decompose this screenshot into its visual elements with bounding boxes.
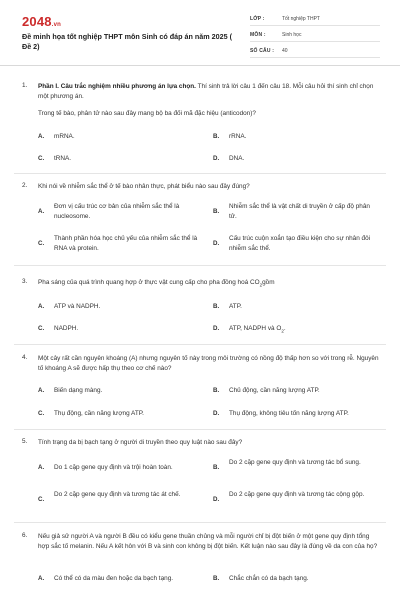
option-letter: B. (213, 133, 220, 140)
option-text: Chủ động, cần năng lượng ATP. (229, 387, 320, 394)
option-b[interactable] (213, 202, 383, 222)
option-letter: D. (213, 496, 220, 503)
option-d[interactable] (213, 409, 383, 419)
option-letter: A. (38, 464, 45, 471)
option-b[interactable] (213, 386, 383, 396)
option-text: Đơn vị cấu trúc cơ bản của nhiễm sắc thể là nucleosome. (54, 203, 180, 220)
option-letter: B. (213, 303, 220, 310)
exam-header (0, 0, 400, 66)
option-letter: C. (38, 325, 45, 332)
section-instructions: Thí sinh trả lời câu 1 đến câu 18. Mỗi câu hỏi thí sinh chỉ chọn một phương án. (38, 83, 374, 100)
exam-meta (250, 13, 380, 61)
option-text: Cấu trúc cuộn xoắn tạo điều kiện cho sự nhân đôi nhiễm sắc thể. (229, 235, 371, 252)
option-text: mRNA. (54, 133, 75, 140)
option-text: Biến dạng màng. (54, 387, 103, 394)
option-b[interactable] (213, 574, 383, 584)
option-letter: B. (213, 387, 220, 394)
question-number: 3. (22, 278, 28, 285)
site-logo[interactable] (22, 14, 61, 29)
option-letter: D. (213, 155, 220, 162)
option-text: Thụ động, không tiêu tốn năng lượng ATP. (229, 410, 349, 417)
option-text: ATP và NADPH. (54, 303, 101, 310)
meta-row-class (250, 13, 380, 26)
logo-suffix: .vn (51, 22, 62, 28)
question-text (38, 278, 380, 290)
option-a[interactable] (38, 386, 208, 396)
question-text: Nếu giả sử người A và người B đều có kiểu gene thuần chủng và mỗi người chỉ bị đột biến ở một gene quy định tổng hợp sắc tố melanin. Nếu A kết hôn với B và sinh con không bị đột biến. Kết luận nào sau đây là đúng về da con của họ? (38, 533, 378, 550)
option-text: Chắc chắn có da bạch tạng. (229, 575, 309, 582)
option-letter: C. (38, 410, 45, 417)
meta-row-count (250, 45, 380, 58)
option-c[interactable] (38, 154, 208, 164)
exam-title: Đề minh họa tốt nghiệp THPT môn Sinh có đáp án năm 2025 ( Đề 2) (22, 32, 233, 51)
meta-key: SỐ CÂU : (250, 48, 275, 54)
option-text: Do 2 cặp gene quy định và tương tác át chế. (54, 491, 181, 498)
question-number: 5. (22, 438, 28, 445)
option-text: DNA. (229, 155, 245, 162)
option-text: Do 2 cặp gene quy định và tương tác cộng gộp. (229, 491, 365, 498)
meta-key: MÔN : (250, 32, 266, 38)
option-c[interactable] (38, 490, 208, 510)
meta-value: Tốt nghiệp THPT (282, 16, 320, 22)
option-letter: A. (38, 133, 45, 140)
option-letter: D. (213, 325, 220, 332)
meta-row-subject (250, 29, 380, 42)
subscript: 2 (259, 282, 263, 288)
meta-value: Sinh học (282, 32, 302, 38)
option-a[interactable] (38, 302, 208, 312)
question-number: 6. (22, 532, 28, 539)
divider (14, 522, 386, 523)
option-text-main: ATP, NADPH và O (229, 325, 282, 332)
question-text: Trong tế bào, phân tử nào sau đây mang bộ ba đối mã đặc hiệu (anticodon)? (38, 110, 256, 117)
divider (14, 173, 386, 174)
option-text: tRNA. (54, 155, 72, 162)
meta-value: 40 (282, 48, 288, 54)
question-number: 1. (22, 82, 28, 89)
option-letter: C. (38, 155, 45, 162)
option-letter: A. (38, 303, 45, 310)
option-d[interactable] (213, 154, 383, 164)
option-text: NADPH. (54, 325, 79, 332)
option-c[interactable] (38, 324, 208, 334)
question-number: 2. (22, 182, 28, 189)
option-a[interactable] (38, 463, 208, 473)
meta-key: LỚP : (250, 16, 265, 22)
option-a[interactable] (38, 574, 208, 584)
option-letter: A. (38, 208, 45, 215)
option-letter: D. (213, 240, 220, 247)
option-text: Nhiễm sắc thể là vật chất di truyền ở cấp độ phân tử. (229, 203, 370, 220)
question-number: 4. (22, 354, 28, 361)
option-text: Do 2 cặp gene quy định và tương tác bổ sung. (229, 459, 361, 466)
option-text: Có thể có da màu đen hoặc da bạch tạng. (54, 575, 174, 582)
option-d[interactable] (213, 490, 383, 510)
option-d[interactable] (213, 324, 383, 334)
option-text-end: . (283, 325, 286, 332)
subscript: 2 (281, 328, 284, 334)
option-letter: D. (213, 410, 220, 417)
option-text: Do 1 cặp gene quy định và trội hoàn toàn. (54, 464, 173, 471)
option-letter: B. (213, 575, 220, 582)
divider (14, 429, 386, 430)
option-c[interactable] (38, 234, 208, 254)
option-text: Thụ động, cần năng lượng ATP. (54, 410, 144, 417)
option-letter: C. (38, 496, 45, 503)
question-text: Tính trạng da bị bạch tạng ở người di truyền theo quy luật nào sau đây? (38, 439, 243, 446)
question-text-main: Pha sáng của quá trình quang hợp ở thực vật cung cấp cho pha đồng hoá CO (38, 279, 260, 286)
option-letter: A. (38, 575, 45, 582)
option-letter: B. (213, 464, 220, 471)
option-a[interactable] (38, 132, 208, 142)
section-heading: Phần I. Câu trắc nghiệm nhiều phương án lựa chọn. (38, 83, 196, 90)
option-letter: B. (213, 208, 220, 215)
option-b[interactable] (213, 458, 383, 478)
option-letter: A. (38, 387, 45, 394)
option-d[interactable] (213, 234, 383, 254)
question-text: Khi nói về nhiễm sắc thể ở tế bào nhân thực, phát biểu nào sau đây đúng? (38, 183, 250, 190)
option-text: Thành phần hóa học chủ yếu của nhiễm sắc thể là RNA và protein. (54, 235, 198, 252)
option-c[interactable] (38, 409, 208, 419)
option-text (229, 324, 379, 336)
option-b[interactable] (213, 302, 383, 312)
option-a[interactable] (38, 202, 208, 222)
logo-text: 2048 (22, 14, 52, 29)
option-letter: C. (38, 240, 45, 247)
option-text: rRNA. (229, 133, 247, 140)
question-text: Một cây rất cần nguyên khoáng (A) nhưng nguyên tố này trong môi trường có nồng độ thấp hơn so với trong rễ. Nguyên tố khoáng A sẽ được hấp thụ theo cơ chế nào? (38, 355, 379, 372)
divider (14, 265, 386, 266)
option-text: ATP. (229, 303, 242, 310)
question-intro (38, 82, 380, 102)
option-b[interactable] (213, 132, 383, 142)
divider (14, 344, 386, 345)
question-text-end: gồm (262, 279, 275, 286)
